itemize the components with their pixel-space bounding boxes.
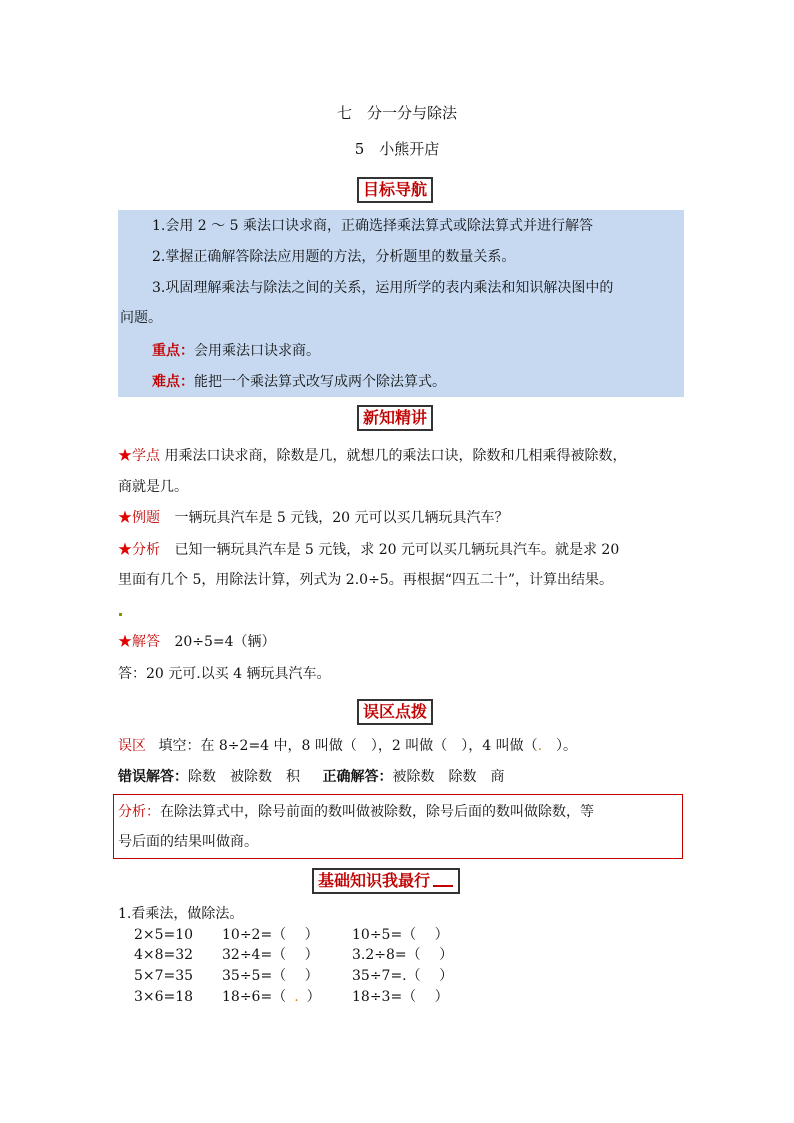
mistakes-label: 误区点拨 [357, 699, 433, 725]
div-expression: 3.2÷8=（ ） [352, 947, 454, 963]
example-line [118, 508, 509, 528]
difficulty-label: 难点： [152, 374, 194, 390]
key-point-line [152, 341, 320, 361]
mul-expression: 2×5=10 [134, 927, 194, 943]
mul-expression: 3×6=18 [134, 989, 194, 1005]
mistake-analysis-text: 在除法算式中，除号前面的数叫做被除数，除号后面的数叫做除数，等 [160, 804, 594, 820]
basics-label [312, 868, 460, 894]
mistake-question: 填空：在 8÷2=4 中，8 叫做（ ），2 叫做（ ），4 叫做（ [158, 738, 538, 754]
div-expression: 35÷5=（ ） [222, 968, 319, 984]
div-expression-row4 [222, 987, 321, 1007]
study-line [118, 446, 626, 466]
div-expression: 10÷2=（ ） [222, 927, 319, 943]
div-expression: 10÷5=（ ） [352, 927, 449, 943]
new-knowledge-label: 新知精讲 [357, 405, 433, 431]
study-label: 学点 [132, 448, 160, 464]
wrong-answer-text: 除数 被除数 积 [188, 769, 300, 785]
right-answer-label: 正确解答： [322, 769, 393, 785]
difficulty-text: 能把一个乘法算式改写成两个除法算式。 [194, 374, 446, 390]
goal-item-1: 1.会用 2 ～ 5 乘法口诀求商，正确选择乘法算式或除法算式并进行解答 [152, 218, 593, 234]
div-expression: 18÷6=（ [222, 989, 287, 1005]
mistake-question-line [118, 736, 577, 756]
goals-section-label: 目标导航 [357, 177, 433, 203]
right-answer-text: 被除数 除数 商 [392, 769, 505, 785]
study-text: 用乘法口诀求商，除数是几，就想几的乘法口诀，除数和几相乘得被除数， [164, 448, 627, 464]
lesson-title: 5 小熊开店 [354, 140, 440, 158]
answers-line [118, 767, 504, 787]
analysis-text: 已知一辆玩具汽车是 5 元钱，求 20 元可以买几辆玩具汽车。就是求 20 [174, 542, 620, 558]
answer-line [118, 632, 276, 652]
answer-final: 答：20 元可.以买 4 辆玩具汽车。 [118, 666, 331, 682]
key-point-label: 重点： [152, 343, 194, 359]
basics-label-text: 基础知识我最行 [318, 871, 431, 890]
div-expression: 35÷7=.（ ） [352, 968, 454, 984]
answer-text: 20÷5=4（辆） [174, 634, 276, 650]
answer-dot: . [294, 989, 299, 1005]
div-expression: 32÷4=（ ） [222, 947, 319, 963]
goals-box [118, 210, 684, 397]
question-title: 1.看乘法，做除法。 [118, 906, 244, 922]
mistake-dot: . [537, 738, 543, 754]
difficulty-line [152, 372, 446, 392]
div-expression: 18÷3=（ ） [352, 989, 449, 1005]
mul-expression: 4×8=32 [134, 947, 194, 963]
analysis-line [118, 540, 619, 560]
div-expression-tail: ） [306, 989, 321, 1005]
decorative-mark [433, 885, 453, 887]
goal-item-3: 3.巩固理解乘法与除法之间的关系，运用所学的表内乘法和知识解决图中的 [152, 280, 614, 296]
mistake-question-tail: ）。 [542, 738, 578, 754]
goal-item-2: 2.掌握正确解答除法应用题的方法，分析题里的数量关系。 [152, 249, 516, 265]
star-icon: ★ [118, 510, 132, 526]
mul-expression: 5×7=35 [134, 968, 194, 984]
unit-title: 七 分一分与除法 [336, 104, 457, 122]
example-label: 例题 [132, 510, 160, 526]
mistake-area-label: 误区 [118, 738, 146, 754]
analysis-text-cont: 里面有几个 5，用除法计算，列式为 2.0÷5。再根据“四五二十”，计算出结果。 [118, 572, 614, 588]
star-icon: ★ [118, 634, 132, 650]
mistake-analysis-line [118, 802, 594, 822]
stray-mark [119, 613, 122, 616]
study-text-cont: 商就是几。 [118, 479, 188, 495]
mistake-analysis-cont: 号后面的结果叫做商。 [118, 834, 258, 850]
mistake-analysis-box [113, 794, 683, 859]
star-icon: ★ [118, 542, 132, 558]
example-text: 一辆玩具汽车是 5 元钱，20 元可以买几辆玩具汽车？ [174, 510, 509, 526]
analysis-label: 分析 [132, 542, 160, 558]
answer-label: 解答 [132, 634, 160, 650]
goal-item-3-cont: 问题。 [120, 310, 162, 326]
key-point-text: 会用乘法口诀求商。 [194, 343, 320, 359]
star-icon: ★ [118, 448, 132, 464]
wrong-answer-label: 错误解答： [118, 769, 188, 785]
mistake-analysis-label: 分析： [118, 804, 160, 820]
